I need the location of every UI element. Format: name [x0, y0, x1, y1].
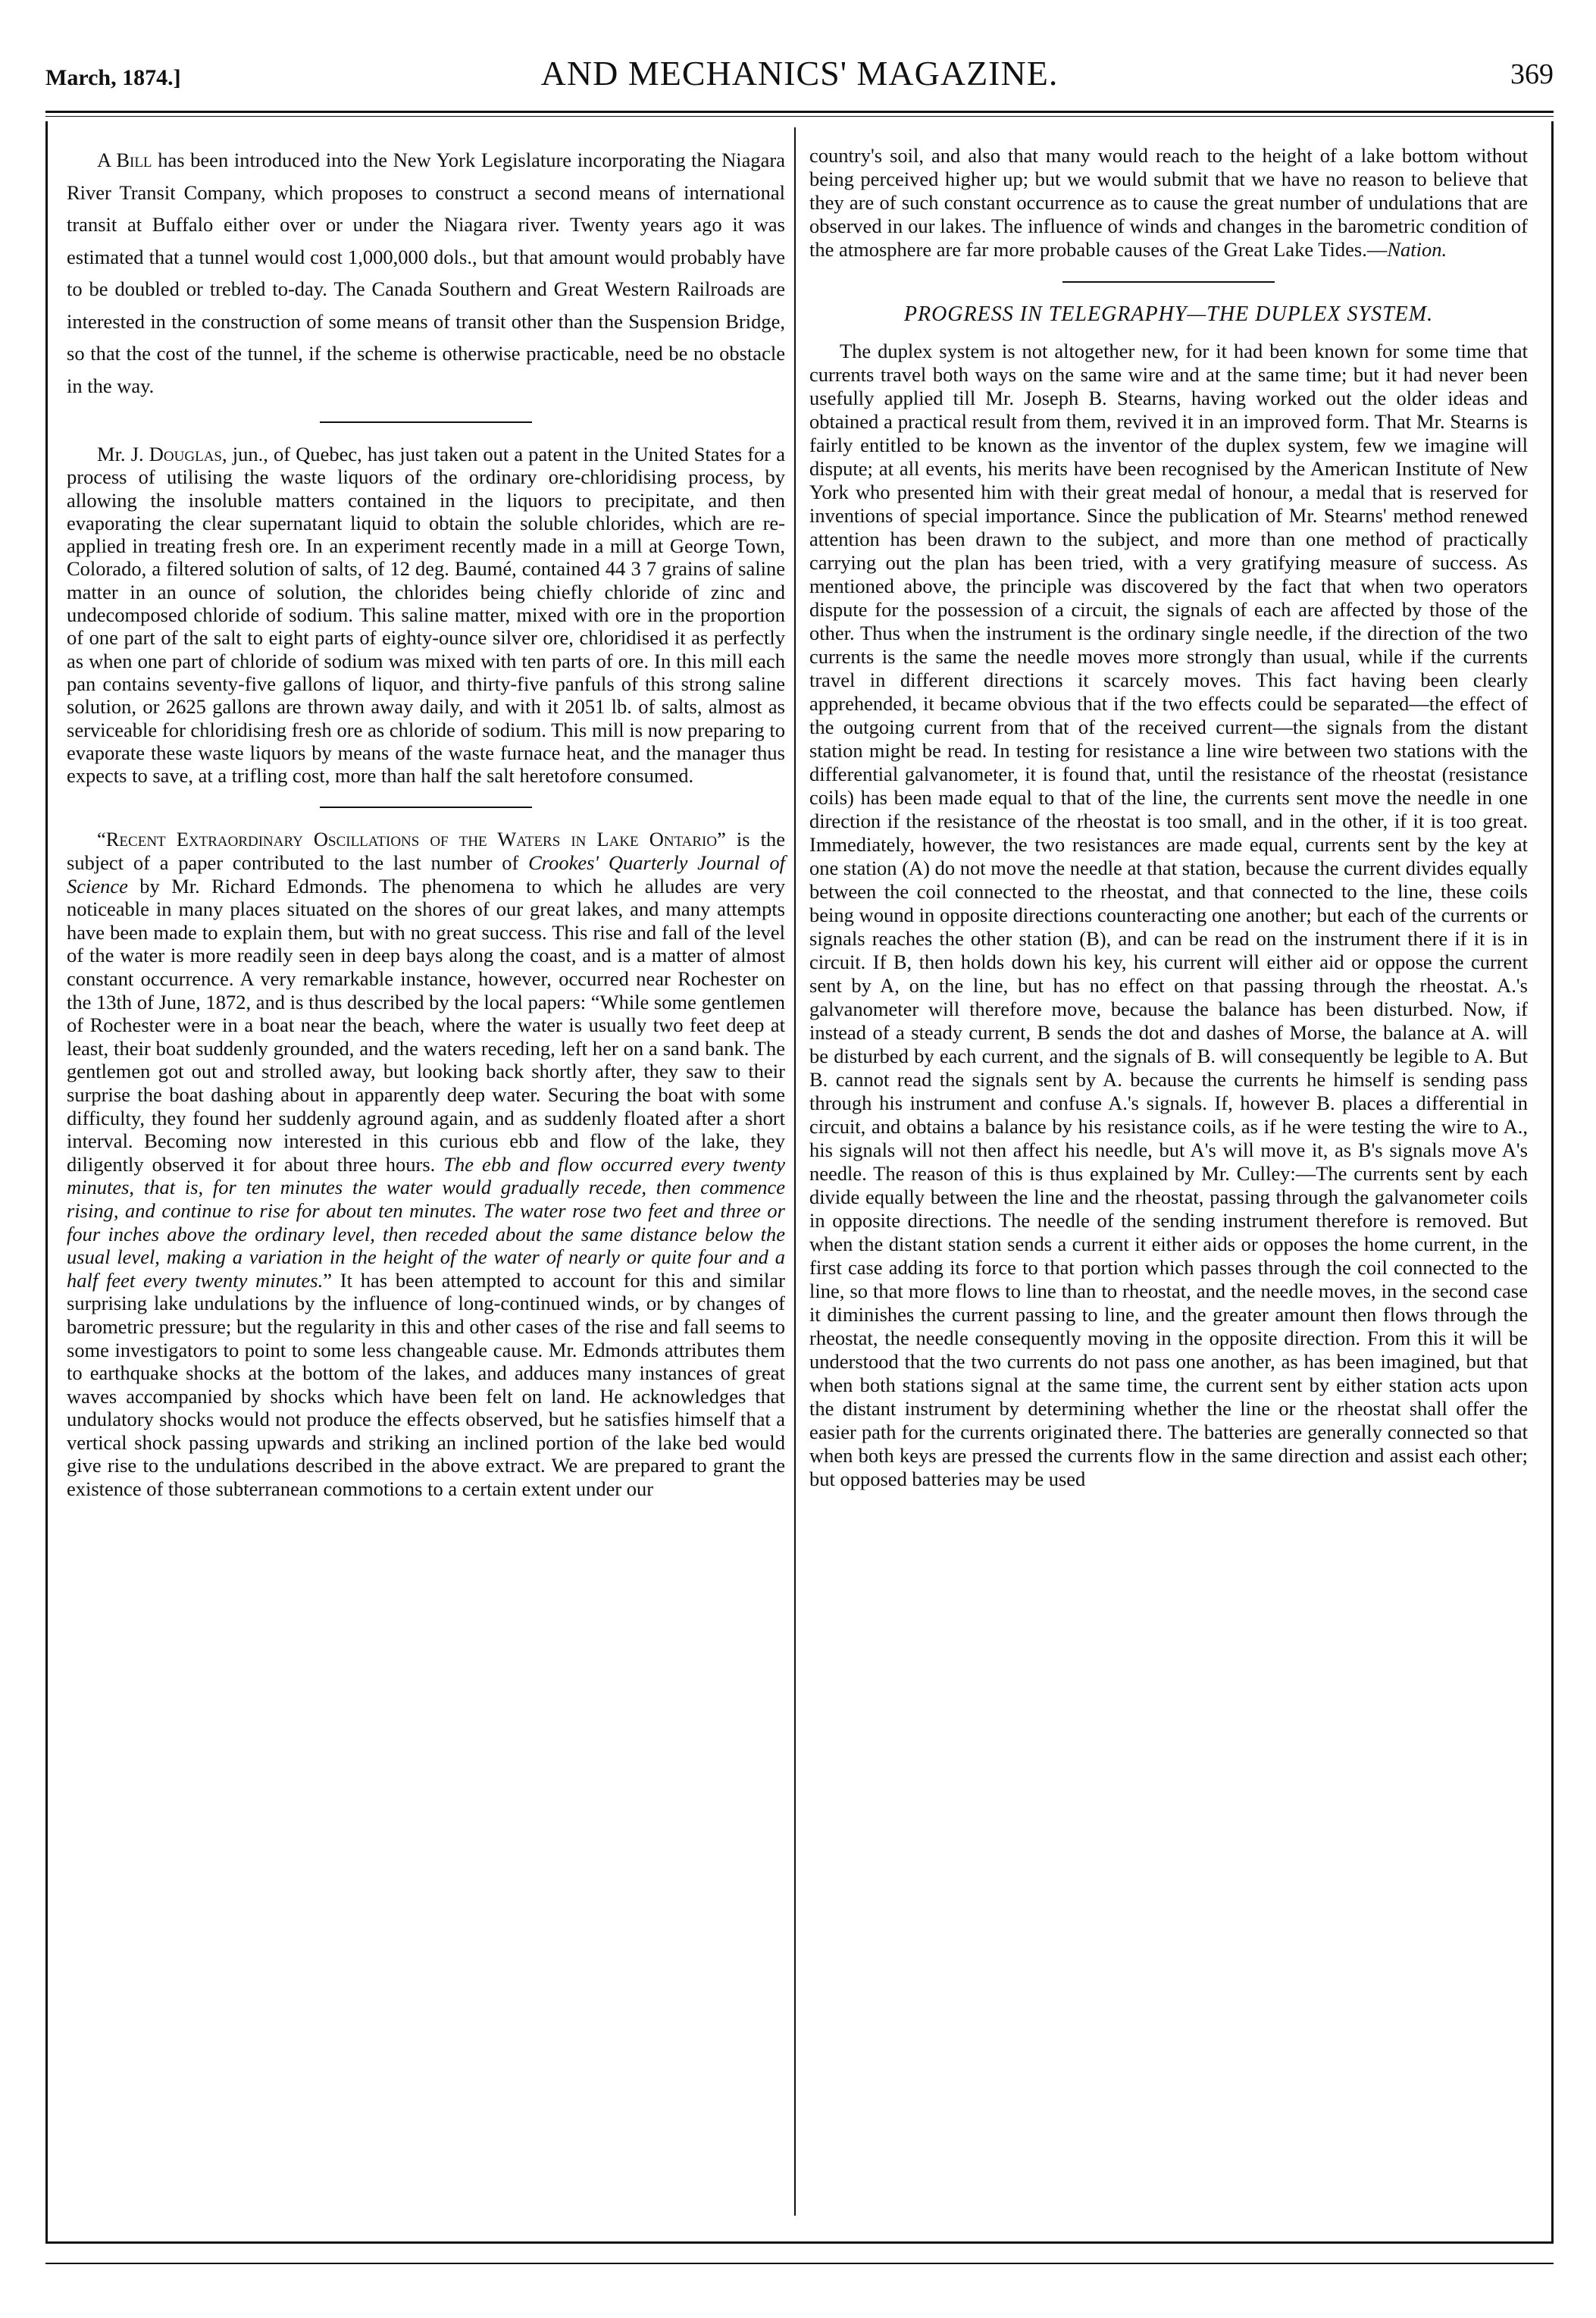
- article-douglas-patent: [67, 443, 785, 787]
- article-lead: A Bill: [97, 149, 152, 171]
- article-body: is the subject of a paper contributed to the last number of: [67, 828, 785, 875]
- journal-title: Crookes' Quarterly Journal of Science: [67, 851, 785, 897]
- article-lead-name: Douglas: [149, 443, 222, 465]
- article-lead-prefix: Mr. J.: [97, 443, 144, 465]
- left-column: [67, 144, 785, 1501]
- article-body: The duplex system is not altogether new, for it had been known for some time that currents travel both ways on the same wire and at the same time; but it had never been usefully applied till Mr. Joseph B. Stearns, having worked out the older ideas and obtained a practical result from them, revived it in an improved form. That Mr. Stearns is fairly entitled to be known as the inventor of the duplex system, few we imagine will dispute; at all events, his merits have been recognised by the American Institute of New York who presented him with their great medal of honour, a medal that is reserved for inventions of special importance. Since the publication of Mr. Stearns' method renewed attention has been drawn to the subject, and more than one method of practically carrying out the plan has been tried, with a very gratifying measure of success. As mentioned above, the principle was discovered by the fact that when two operators dispute for the possession of a circuit, the signals of each are affected by those of the other. Thus when the instrument is the ordinary single needle, if the direction of the two currents is the same the needle moves more strongly than usual, while if the currents travel in different directions it scarcely moves. This fact having been clearly apprehended, it became obvious that if the two effects could be separated—the effect of the outgoing current from that of the received current—the signals from the distant station might be read. In testing for resistance a line wire between two stations with the differential galvanometer, it is found that, until the resistance of the rheostat (resistance coils) has been made equal to that of the line, the currents sent move the needle in one direction if the resistance of the rheostat is too small, and in the other, if it is too great. Immediately, however, the two resistances are made equal, currents sent by the key at one station (A) do not move the needle at that station, because the current divides equally between the coil connected to the rheostat, and that connected to the line, these coils being wound in opposite directions counteracting one another; but each of the currents or signals reaches the other station (B), and can be read on the instrument there if it is in circuit. If B, then holds down his key, his current will either aid or oppose the current sent by A, on the line, but has no effect on that passing through the rheostat. A.'s galvanometer will therefore move, because the balance has been disturbed. Now, if instead of a steady current, B sends the dot and dashes of Morse, the balance at A. will be disturbed by each current, and the signals of B. will consequently be legible to A. But B. cannot read the signals sent by A. because the currents he himself is sending pass through his instrument and confuse A.'s signals. If, however B. places a differential in circuit, and obtains a balance by his resistance coils, as if he were testing the wire to A., his signals will not then affect his needle, but A's will move it, as B's signals move A's needle. The reason of this is thus explained by Mr. Culley:—The currents sent by each divide equally between the line and the rheostat, passing through the galvanometer coils in opposite directions. The needle of the sending instrument therefore is removed. But when the distant station sends a current it either aids or opposes the home current, in the first case adding its force to that portion which passes through the coil connected to the line, so that more flows to line than to rheostat, and the needle moves, in the second case it diminishes the current passing to line, and the greater amount then flows through the rheostat, the needle consequently moving in the opposite direction. From this it will be understood that the two currents do not pass one another, as has been imagined, but that when both stations signal at the same time, the current sent by either station acts upon the distant instrument by determining whether the line or the rheostat shall offer the easier path for the currents originated there. The batteries are generally connected so that when both keys are pressed the currents flow in the same direction and assist each other; but opposed batteries may be used: [809, 340, 1528, 1491]
- article-lake-ontario: [67, 828, 785, 1500]
- article-body: country's soil, and also that many would reach to the height of a lake bottom without being perceived higher up; but we would submit that we have no reason to believe that they are of such constant occurrence as to cause the great number of undulations that are observed in our lakes. The influence of winds and changes in the barometric condition of the atmosphere are far more probable causes of the Great Lake Tides.—: [809, 144, 1528, 261]
- article-niagara-transit: [67, 144, 785, 402]
- article-body: ” It has been attempted to account for this and similar surprising lake undulations by the influence of long-continued winds, or by changes of barometric pressure; but the regularity in this and other cases of the rise and fall seems to some investigators to point to some less changeable cause. Mr. Edmonds attributes them to earthquake shocks at the bottom of the lakes, and adduces many instances of great waves accompanied by shocks which have been felt on land. He acknowledges that undulatory shocks would not produce the effects observed, but he satisfies himself that a vertical shock passing upwards and striking an inclined portion of the lake bed would give rise to the undulations described in the above extract. We are prepared to grant the existence of those subterranean commotions to a certain extent under our: [67, 1268, 786, 1501]
- right-column: [809, 144, 1528, 1491]
- article-source: Nation.: [1387, 238, 1447, 261]
- article-heading: PROGRESS IN TELEGRAPHY—THE DUPLEX SYSTEM.: [903, 302, 1434, 326]
- article-separator: [320, 421, 532, 423]
- page-number: 369: [1510, 58, 1554, 90]
- footer-rule: [45, 2263, 1554, 2264]
- article-continuation: [809, 144, 1528, 262]
- article-body: , jun., of Quebec, has just taken out a patent in the United States for a process of utilising the waste liquors of the ordinary ore-chloridising process, by allowing the insoluble matters contained in the liquors to precipitate, and then evaporating the clear supernatant liquid to obtain the soluble chlorides, which are re-applied in treating fresh ore. In an experiment recently made in a mill at George Town, Colorado, a filtered solution of salts, of 12 deg. Baumé, contained 44 3 7 grains of saline matter in an ounce of solution, the chlorides being chiefly chloride of zinc and undecomposed chloride of sodium. This saline matter, mixed with ore in the proportion of one part of the salt to eight parts of eighty-ounce silver ore, chloridised it as perfectly as when one part of chloride of sodium was mixed with ten parts of ore. In this mill each pan contains seventy-five gallons of liquor, and thirty-five panfuls of this strong saline solution, or 2625 gallons are thrown away daily, and with it 2051 lb. of salts, almost as serviceable for chloridising fresh ore as chloride of sodium. This mill is now preparing to evaporate these waste liquors by means of the waste furnace heat, and the manager thus expects to save, at a trifling cost, more than half the salt heretofore consumed.: [67, 443, 785, 788]
- italic-quotation: The ebb and flow occurred every twenty minutes, that is, for ten minutes the water would gradually recede, then commence rising, and continue to rise for about ten minutes. The water rose two feet and three or four inches above the ordinary level, then receded about the same distance below the usual level, making a variation in the height of the water of nearly or quite four and a half feet every twenty minutes.: [67, 1152, 785, 1292]
- article-body: has been introduced into the New York Legislature incorporating the Niagara River Transit Company, which proposes to construct a second means of international transit at Buffalo either over or under the Niagara river. Twenty years ago it was estimated that a tunnel would cost 1,000,000 dols., but that amount would probably have to be doubled or trebled to-day. The Canada Southern and Great Western Railroads are interested in the construction of some means of transit other than the Suspension Bridge, so that the cost of the tunnel, if the scheme is otherwise practicable, need be no obstacle in the way.: [67, 149, 786, 397]
- article-separator: [1062, 281, 1275, 283]
- page-header: [45, 49, 1554, 102]
- header-rule: [45, 111, 1554, 117]
- issue-date: March, 1874.]: [45, 65, 181, 90]
- magazine-title: AND MECHANICS' MAGAZINE.: [540, 54, 1059, 92]
- article-lead: “Recent Extraordinary Oscillations of the Waters in Lake Ontario”: [97, 828, 726, 851]
- article-duplex-system: [809, 340, 1528, 1491]
- article-body: by Mr. Richard Edmonds. The phenomena to which he alludes are very noticeable in many places situated on the shores of our great lakes, and many attempts have been made to explain them, but with no great success. This rise and fall of the level of the water is more readily seen in deep bays along the coast, and is a matter of almost constant occurrence. A very remarkable instance, however, occurred near Rochester on the 13th of June, 1872, and is thus described by the local papers: “While some gentlemen of Rochester were in a boat near the beach, where the water is usually two feet deep at least, their boat suddenly grounded, and the waters receding, left her on a sand bank. The gentlemen got out and strolled away, but looking back shortly after, they saw to their surprise the boat dashing about in apparently deep water. Securing the boat with some difficulty, they found her suddenly aground again, and as suddenly floated after a short interval. Becoming now interested in this curious ebb and flow of the lake, they diligently observed it for about three hours.: [67, 874, 785, 1176]
- column-divider: [794, 127, 796, 2216]
- article-separator: [320, 807, 532, 808]
